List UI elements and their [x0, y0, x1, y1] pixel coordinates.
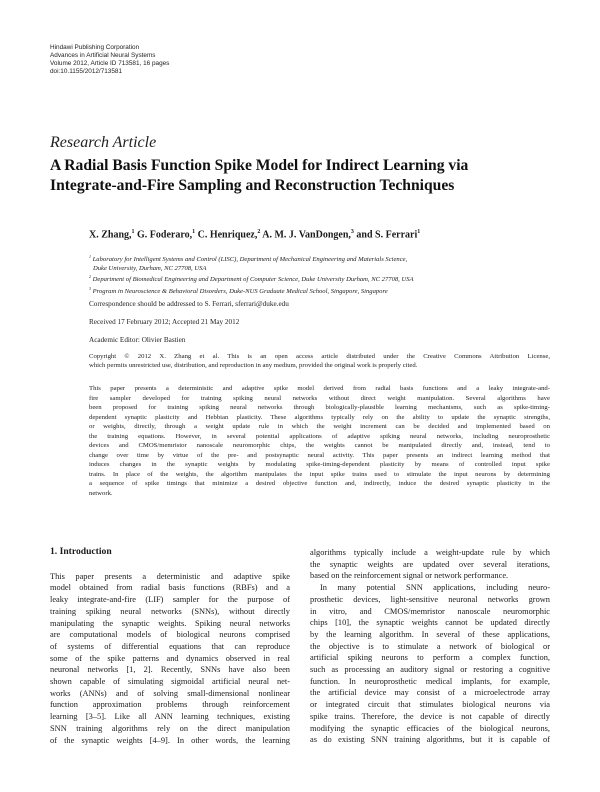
body-line: by the learning algorithm. In several of these applications,	[310, 629, 550, 639]
body-line: based on the reinforcement signal or network performance.	[310, 571, 509, 581]
body-line: spike trains. Therefore, the device is not capable of directly	[310, 711, 550, 721]
body-line: the objective is to stimulate a network of biological or	[310, 641, 550, 651]
affiliation-continued	[89, 265, 559, 274]
affiliation-text: Department of Biomedical Engineering and Department of Computer Science, Duke University Durham, NC 27708, USA	[92, 276, 414, 284]
body-line: This paper presents a deterministic and adaptive spike	[50, 571, 290, 581]
body-line: function. In neuroprosthetic medical implants, for example,	[310, 676, 550, 686]
author-affiliation-mark: 1	[131, 229, 135, 235]
body-line: modifying the synaptic efficacies of the biological neurons,	[310, 723, 550, 733]
title-line: A Radial Basis Function Spike Model for Indirect Learning via	[50, 157, 469, 174]
abstract-line: change over time by virtue of the pre- and postsynaptic neural activity. This paper presents an indirect learning method that	[89, 451, 550, 459]
received-dates: Received 17 February 2012; Accepted 21 May 2012	[89, 318, 240, 326]
author-list	[89, 229, 420, 240]
body-line: algorithms typically include a weight-update rule by which	[310, 548, 550, 557]
correspondence	[89, 300, 289, 308]
article-type: Research Article	[50, 134, 157, 151]
author-affiliation-mark: 1	[192, 229, 196, 235]
body-line: some of the spike patterns and dynamics observed in real	[50, 653, 290, 663]
abstract-line: trains. In place of the weights, the algorithm manipulates the input spike trains used to stimulate the input neurons by determining	[89, 470, 550, 478]
abstract-line: induces changes in the synaptic weights by modulating spike-timing-dependent plasticity by means of controlled input spike	[89, 461, 550, 468]
abstract-line: a sequence of spike timings that minimize a desired objective function and, indirectly, induce the desired synaptic plasticity in the	[89, 480, 550, 487]
abstract-line: the training equations. However, in several potential applications of adaptive spiking neural networks, including neuroprosthetic	[89, 432, 550, 440]
affiliation	[89, 273, 559, 285]
body-line: as do existing SNN training algorithms, but it is capable of	[310, 735, 550, 745]
body-line: neuronal networks [1, 2]. Recently, SNNs have also been	[50, 665, 290, 675]
body-line: the synaptic weights are updated over several iterations,	[310, 559, 550, 569]
abstract-line: This paper presents a deterministic and adaptive spike model derived from radial basis functions and a leaky integrate-and-	[89, 385, 550, 392]
affiliation	[89, 285, 559, 297]
body-line: prosthetic devices, light-sensitive neuronal networks grown	[310, 594, 550, 604]
body-line: model obtained from radial basis functions (RBFs) and a	[50, 583, 290, 593]
body-column-left	[50, 546, 290, 746]
abstract-line: or weights, directly, through a weight update rule in which the weight increment can be decided and implemented based on	[89, 423, 550, 430]
body-line: manipulating the synaptic weights. Spiking neural networks	[50, 618, 290, 628]
author-name: X. Zhang,	[89, 229, 132, 241]
body-line: leaky integrate-and-fire (LIF) sampler for the purpose of	[50, 595, 290, 605]
body-line: such as processing an auditory signal or restoring a cognitive	[310, 665, 550, 675]
body-column-right	[310, 547, 550, 746]
volume-line: Volume 2012, Article ID 713581, 16 pages	[50, 60, 170, 68]
academic-editor: Academic Editor: Olivier Bastien	[89, 336, 186, 344]
doi-line: doi:10.1155/2012/713581	[50, 68, 123, 76]
body-line: function approximation problems through reinforcement	[50, 700, 290, 710]
body-line: SNN training algorithms rely on the direct manipulation	[50, 723, 290, 733]
author-affiliation-mark: 2	[257, 229, 261, 235]
body-line: of the synaptic weights [4–9]. In other words, the learning	[50, 735, 290, 745]
body-line: in vitro, and CMOS/memristor nanoscale neuromorphic	[310, 606, 550, 616]
author-name: and S. Ferrari	[353, 229, 418, 241]
author-affiliation-mark: 3	[350, 229, 354, 235]
copyright-line: Copyright © 2012 X. Zhang et al. This is an open access article distributed under the Creative Commons Attribution License,	[89, 353, 550, 360]
abstract-line: dependent synaptic plasticity and Hebbian plasticity. These algorithms typically rely on the ability to update the synaptic strengths,	[89, 413, 550, 421]
correspondence-text: Correspondence should be addressed to S. Ferrari, sferrari@duke.edu	[89, 300, 289, 308]
abstract-line: fire sampler developed for training spiking neural networks without direct weight manipulation. Several algorithms have	[89, 394, 550, 402]
journal-line: Advances in Artificial Neural Systems	[50, 52, 156, 60]
affiliation-text: Program in Neuroscience & Behavioral Disorders, Duke-NUS Graduate Medical School, Singapore, Singapore	[92, 288, 388, 296]
author-name: C. Henriquez,	[195, 229, 258, 241]
body-line: are computational models of biological neurons comprised	[50, 630, 290, 640]
body-line: artificial spiking neurons to perform a complex function,	[310, 653, 550, 663]
body-line: training spiking neural networks (SNNs), without directly	[50, 606, 290, 616]
body-line: learning [3–5]. Like all ANN learning techniques, existing	[50, 712, 290, 722]
affiliation-mark: 3	[89, 286, 91, 292]
publisher-line: Hindawi Publishing Corporation	[50, 44, 140, 51]
abstract-line: network.	[89, 489, 113, 497]
body-line: works (ANNs) and of solving small-dimensional nonlinear	[50, 688, 290, 698]
body-line: shown capable of simulating sigmoidal artificial neural net-	[50, 677, 290, 687]
body-line: the artificial device may consist of a microelectrode array	[310, 688, 550, 698]
copyright-line: which permits unrestricted use, distribution, and reproduction in any medium, provided the original work is properly cited.	[89, 362, 418, 370]
affiliation-mark: 2	[89, 274, 91, 280]
abstract-line: been proposed for training spiking neural networks through biologically-plausible learning mechanisms, such as spike-timing-	[89, 404, 550, 411]
affiliation	[89, 253, 559, 265]
affiliation-text: Duke University, Durham, NC 27708, USA	[93, 264, 207, 272]
abstract-line: devices and CMOS/memristor nanoscale neuromorphic chips, the weights cannot be manipulated directly and, instead, tend to	[89, 442, 550, 449]
body-line: or integrated circuit that stimulates biological neurons via	[310, 700, 550, 710]
title-line: Integrate-and-Fire Sampling and Reconstruction Techniques	[50, 176, 455, 194]
body-line: chips [10], the synaptic weights cannot be updated directly	[310, 618, 550, 628]
author-name: A. M. J. VanDongen,	[260, 229, 351, 241]
author-affiliation-mark: 1	[417, 229, 421, 235]
body-line: In many potential SNN applications, including neuro-	[320, 583, 550, 593]
affiliation-text: Laboratory for Intelligent Systems and Control (LISC), Department of Mechanical Engineering and Materials Science,	[92, 256, 408, 264]
affiliation-mark: 1	[89, 254, 91, 259]
body-line: of systems of differential equations that can reproduce	[50, 641, 290, 651]
abstract	[89, 384, 550, 498]
section-heading: 1. Introduction	[50, 546, 112, 557]
paper-title	[50, 156, 550, 195]
author-name: G. Foderaro,	[134, 229, 193, 241]
copyright-notice	[89, 352, 550, 371]
affiliations	[89, 253, 559, 297]
publication-info	[50, 44, 169, 76]
